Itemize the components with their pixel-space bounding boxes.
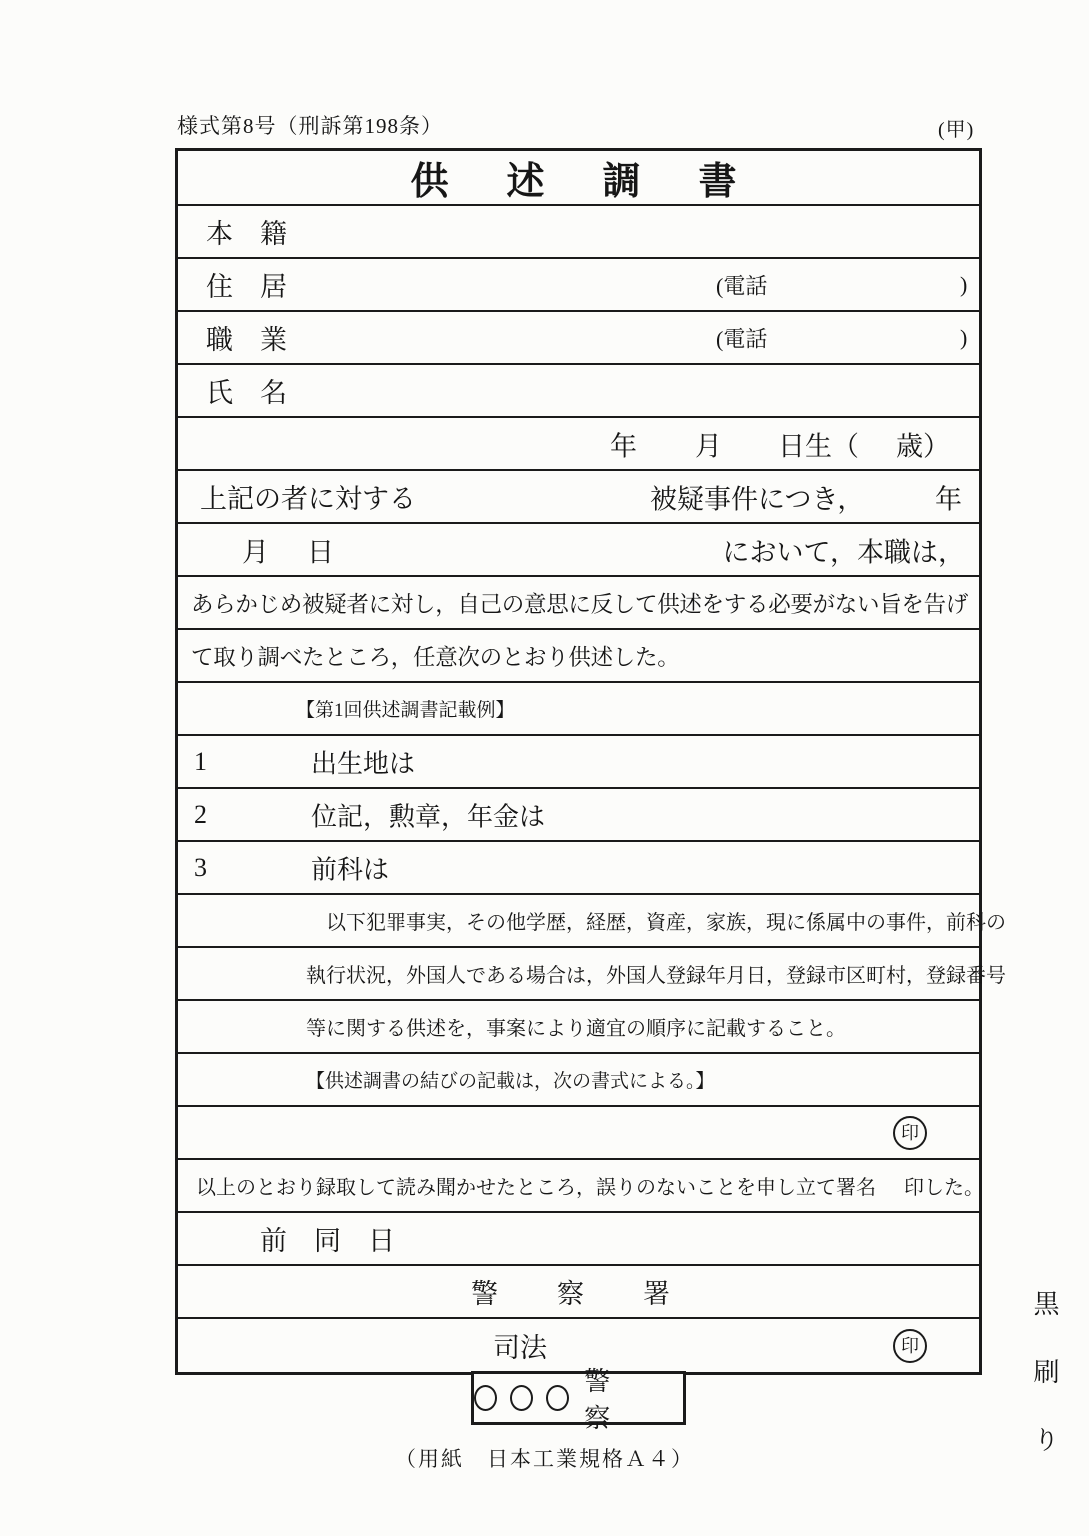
birth-year-label: 年 xyxy=(610,431,637,461)
occupation-row xyxy=(178,312,979,365)
circle-placeholder-icon xyxy=(546,1385,569,1411)
black-print-note: 黒刷り xyxy=(1030,1290,1059,1494)
judicial-label: 司法 xyxy=(493,1333,547,1363)
item-1-number: 1 xyxy=(194,746,207,776)
advisory-text-1: あらかじめ被疑者に対し，自己の意思に反して供述をする必要がない旨を告げ xyxy=(191,591,969,617)
residence-row xyxy=(178,259,979,312)
same-day-row xyxy=(178,1213,979,1266)
registered-domicile-row xyxy=(178,206,979,259)
form-number: 様式第8号（刑訴第198条） xyxy=(177,114,443,138)
case-intro-row xyxy=(178,471,979,524)
registered-domicile-label: 本 籍 xyxy=(206,219,287,249)
police-station-label: 警 察 署 xyxy=(471,1279,686,1309)
circle-placeholder-icon xyxy=(474,1385,497,1411)
residence-label: 住 居 xyxy=(206,272,287,302)
case-intro-left: 上記の者に対する xyxy=(200,484,416,514)
advisory-text-2: て取り調べたところ，任意次のとおり供述した。 xyxy=(191,644,680,670)
police-name-box-label: 警 察 xyxy=(584,1367,661,1433)
item-2-number: 2 xyxy=(194,799,207,829)
paper-size-note: （用紙 日本工業規格Ａ４） xyxy=(395,1447,694,1471)
seal-character: 印 xyxy=(901,1122,919,1143)
note-line-1 xyxy=(178,895,1006,948)
note-line-3 xyxy=(178,1001,979,1054)
form-title: 供 述 調 書 xyxy=(410,161,747,203)
birth-day-label: 日生（ xyxy=(778,431,859,461)
judicial-seal-icon xyxy=(893,1329,927,1363)
closing-format-header-text: 【供述調書の結びの記載は，次の書式による。】 xyxy=(306,1071,715,1092)
example-header-row xyxy=(178,683,979,736)
sheet-mark: (甲) xyxy=(938,119,975,141)
birth-month-label: 月 xyxy=(695,431,722,461)
exam-place-officer-text: において，本職は， xyxy=(722,537,965,567)
note-text-2: 執行状況，外国人である場合は，外国人登録年月日，登録市区町村，登録番号 xyxy=(306,965,1006,987)
judicial-officer-row xyxy=(178,1319,979,1372)
example-header-text: 【第1回供述調書記載例】 xyxy=(296,700,515,721)
item-row-2 xyxy=(178,789,979,842)
item-row-1 xyxy=(178,736,979,789)
judicial-seal-character: 印 xyxy=(901,1335,919,1356)
item-2-text: 位記，勲章，年金は xyxy=(311,802,546,831)
item-3-text: 前科は xyxy=(311,855,390,884)
note-line-2 xyxy=(178,948,1006,1001)
police-name-box xyxy=(471,1367,686,1433)
occupation-phone-label: (電話 xyxy=(716,326,768,351)
case-intro-middle: 被疑事件につき， xyxy=(650,484,865,514)
birthdate-row xyxy=(178,418,979,471)
birth-age-label: 歳） xyxy=(896,431,950,461)
closing-statement-row xyxy=(178,1160,984,1213)
item-row-3 xyxy=(178,842,979,895)
name-row xyxy=(178,365,979,418)
circle-placeholder-icon xyxy=(510,1385,533,1411)
name-label: 氏 名 xyxy=(206,378,287,408)
residence-phone-label: (電話 xyxy=(716,273,768,298)
note-text-3: 等に関する供述を，事案により適宜の順序に記載すること。 xyxy=(306,1018,846,1040)
police-station-row xyxy=(178,1266,979,1319)
occupation-phone-close-paren: ) xyxy=(960,324,968,350)
form-title-row xyxy=(178,151,979,206)
item-1-text: 出生地は xyxy=(311,749,416,778)
signature-seal-row xyxy=(178,1107,979,1160)
occupation-label: 職 業 xyxy=(206,325,287,355)
advisory-line-2 xyxy=(178,630,979,683)
closing-statement-suffix: 印した。 xyxy=(904,1177,984,1199)
closing-format-header-row xyxy=(178,1054,979,1107)
examination-date-row xyxy=(178,524,979,577)
note-text-1: 以下犯罪事実，その他学歴，経歴，資産，家族，現に係属中の事件，前科の xyxy=(326,912,1006,934)
exam-day-label: 日 xyxy=(307,537,334,567)
advisory-line-1 xyxy=(178,577,979,630)
item-3-number: 3 xyxy=(194,852,207,882)
same-day-label: 前 同 日 xyxy=(260,1226,395,1256)
exam-month-label: 月 xyxy=(242,537,269,567)
residence-phone-close-paren: ) xyxy=(960,271,968,297)
closing-statement-text: 以上のとおり録取して読み聞かせたところ，誤りのないことを申し立て署名 xyxy=(196,1177,876,1199)
seal-icon xyxy=(893,1116,927,1150)
statement-form-table xyxy=(175,148,1006,1375)
case-intro-year-label: 年 xyxy=(935,484,962,514)
